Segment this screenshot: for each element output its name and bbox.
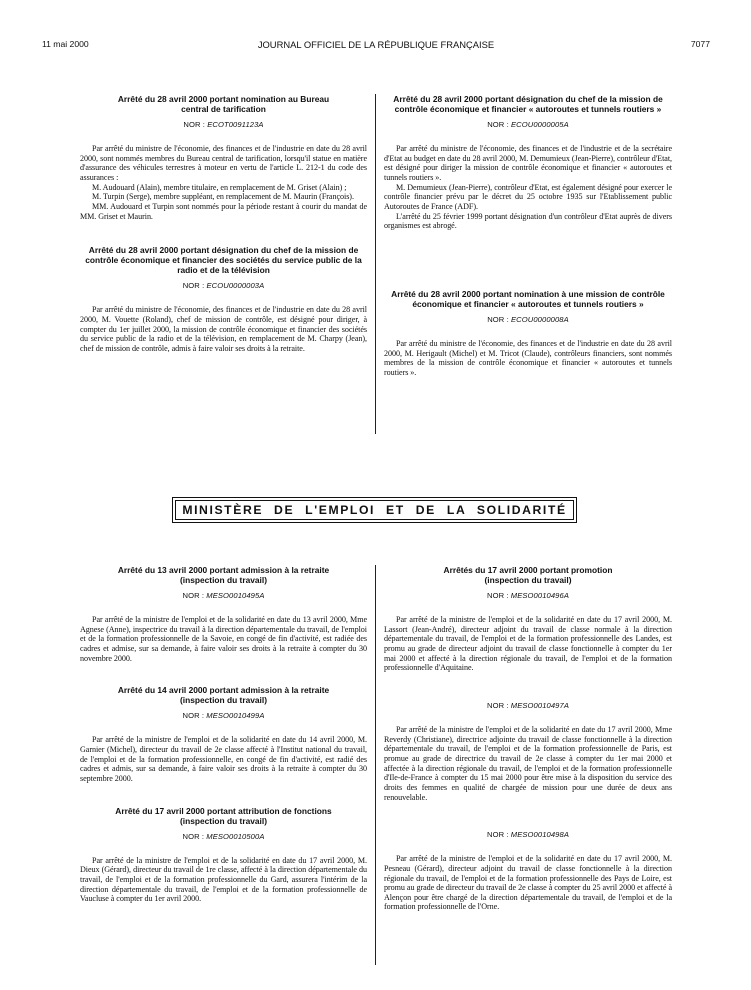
decree-title: Arrêté du 28 avril 2000 portant nomination au Bureau central de tarification [117,94,330,114]
spacer [384,802,672,830]
bottom-left-column [80,565,367,904]
decree-paragraph: M. Audouard (Alain), membre titulaire, en remplacement de M. Griset (Alain) ; [92,182,347,192]
nor-label: NOR : [487,314,512,324]
nor-reference [384,830,672,839]
nor-label: NOR : [182,591,207,600]
nor-code: ECOU0000003A [206,281,265,291]
decree-paragraph: MM. Audouard et Turpin sont nommés pour la période restant à courir du mandat de MM. Griset et Maurin. [80,201,367,221]
journal-title: JOURNAL OFFICIEL DE LA RÉPUBLIQUE FRANÇAISE [257,39,495,50]
decree-title: Arrêté du 17 avril 2000 portant attribution de fonctions (inspection du travail) [115,805,332,826]
decree-title: Arrêté du 14 avril 2000 portant admission à la retraite (inspection du travail) [117,685,330,706]
nor-code: MESO0010498A [510,830,569,840]
nor-code: ECOU0000008A [511,314,569,324]
nor-reference [80,711,367,720]
nor-label: NOR : [487,120,512,129]
nor-reference [384,591,672,600]
decree-paragraph: Par arrêté de la ministre de l'emploi et de la solidarité en date du 13 avril 2000, Mme Agnese (Anne), inspectrice du travail à la direction départementale du travail, de l'emploi et de la formation professionnelle de la Savoie, en congé de fin d'activité, est radiée des cadres et admise, sur sa demande, à faire valoir ses droits à la retraite à compter du 30 novembre 2000. [80,615,367,663]
nor-reference [80,591,367,600]
decree-article [80,245,367,353]
decree-title: Arrêtés du 17 avril 2000 portant promotion (inspection du travail) [443,565,613,585]
decree-article [80,565,367,663]
decree-paragraph: L'arrêté du 25 février 1999 portant désignation d'un contrôleur d'Etat auprès de divers organismes est abrogé. [384,211,672,231]
nor-label: NOR : [182,281,207,291]
nor-reference [80,832,367,841]
nor-label: NOR : [486,700,511,710]
decree-article [384,565,672,673]
page-number: 7077 [690,39,710,49]
nor-label: NOR : [182,831,207,841]
ministry-banner [172,497,577,523]
decree-title: Arrêté du 28 avril 2000 portant nomination à une mission de contrôle économique et financier « autoroutes et tunnels routiers » [391,288,665,309]
decree-paragraph: Par arrêté du ministre de l'économie, des finances et de l'industrie en date du 28 avril 2000, M. Vouette (Roland), chef de mission de contrôle, est désigné pour diriger, à compter du 1er juillet 2000, la mission de contrôle économique et financier des sociétés du service public de la radio et de la télévision, en remplacement de M. Charpy (Jean), chef de mission de contrôle, admis à faire valoir ses droits à la retraite. [80,305,367,353]
nor-reference [384,701,672,710]
decree-paragraph: Par arrêté de la ministre de l'emploi et de la solidarité en date du 14 avril 2000, M. Garnier (Michel), directeur du travail de 2e classe affecté à l'Institut national du travail, de l'emploi et de la formation professionnelle, en congé de fin d'activité, est radié des cadres et admis, sur sa demande, à faire valoir ses droits à la retraite à compter du 30 septembre 2000. [80,735,367,783]
nor-code: ECOT0091123A [207,120,264,129]
nor-label: NOR : [486,591,511,600]
spacer [80,221,367,245]
page-header [42,39,710,53]
nor-label: NOR : [183,120,208,129]
nor-label: NOR : [486,830,511,840]
decree-title: Arrêté du 28 avril 2000 portant désignation du chef de la mission de contrôle économique et financier des sociétés du service public de la radio et de la télévision [85,245,362,276]
nor-reference [80,120,367,129]
decree-article [384,289,672,378]
decree-paragraph: Par arrêté de la ministre de l'emploi et de la solidarité en date du 17 avril 2000, M. Lassort (Jean-André), directeur adjoint du travail de classe normale à la direction départementale du travail, de l'emploi et de la formation professionnelle des Landes, est promu au grade de directeur adjoint du travail de classe fonctionnelle à compter du 1er mai 2000 et affecté à la direction régionale du travail, de l'emploi et de la formation professionnelle d'Aquitaine. [384,615,672,673]
spacer [384,231,672,289]
decree-paragraph: Par arrêté de la ministre de l'emploi et de la solidarité en date du 17 avril 2000, Mme Reverdy (Christiane), directrice adjointe du travail de classe fonctionnelle à la direction départementale du travail, de l'emploi et de la formation professionnelle de Paris, est promue au grade de directrice du travail de 2e classe à compter du 1er mai 2000 et affectée à la direction régionale du travail, de l'emploi et de la formation professionnelle d'Ile-de-France à compter du 15 mai 2000 pour être mise à la disposition du service des droits des femmes en qualité de chargée de mission pour une durée de deux ans renouvelable. [384,724,672,802]
nor-reference [384,315,672,324]
decree-entry [384,701,672,802]
nor-code: MESO0010496A [510,591,569,600]
nor-reference [384,120,672,129]
spacer [384,673,672,701]
nor-label: NOR : [182,711,207,721]
nor-code: MESO0010497A [510,700,569,710]
decree-article [80,94,367,221]
decree-entry [384,830,672,912]
decree-title: Arrêté du 28 avril 2000 portant désignation du chef de la mission de contrôle économique et financier « autoroutes et tunnels routiers » [393,94,663,114]
nor-code: ECOU0000005A [511,120,569,129]
decree-article [80,685,367,783]
decree-paragraph: Par arrêté du ministre de l'économie, des finances et de l'industrie en date du 28 avril 2000, sont nommés membres du Bureau central de tarification, lorsqu'il statue en matière d'assurance des véhicules terrestres à moteur en vertu de l'article L. 212-1 du code des assurances : [80,144,367,182]
nor-reference [80,281,367,290]
column-divider-top [375,94,376,434]
top-left-column [80,94,367,354]
decree-paragraph: Par arrêté de la ministre de l'emploi et de la solidarité en date du 17 avril 2000, M. Pesneau (Gérard), directeur adjoint du travail de classe fonctionnelle à la direction régionale du travail, de l'emploi et de la formation professionnelle des Pays de Loire, est promu au grade de directeur du travail de 2e classe à compter du 25 avril 2000 et affecté à Alençon pour être chargé de la direction départementale du travail, de l'emploi et de la formation professionnelle de l'Orne. [384,854,672,912]
decree-paragraph: M. Turpin (Serge), membre suppléant, en remplacement de M. Maurin (François). [92,192,354,202]
decree-paragraph: Par arrêté du ministre de l'économie, des finances et de l'industrie et de la secrétaire d'Etat au budget en date du 28 avril 2000, M. Demumieux (Jean-Pierre), contrôleur d'Etat, est désigné pour diriger la mission de contrôle économique et financier « autoroutes et tunnels routiers ». [384,144,672,182]
nor-code: MESO0010500A [206,831,265,841]
decree-article [80,806,367,904]
issue-date: 11 mai 2000 [42,39,89,49]
spacer [80,663,367,685]
nor-code: MESO0010495A [206,591,265,600]
top-right-column [384,94,672,378]
ministry-banner-inner-border [175,500,574,520]
decree-paragraph: M. Demumieux (Jean-Pierre), contrôleur d'Etat, est également désigné pour exercer le contrôle financier prévu par le décret du 25 octobre 1935 sur l'Etablissement public Autoroutes de France (ADF). [384,182,672,211]
nor-code: MESO0010499A [206,711,265,721]
decree-paragraph: Par arrêté du ministre de l'économie, des finances et de l'industrie en date du 28 avril 2000, M. Herigault (Michel) et M. Tricot (Claude), contrôleurs financiers, sont nommés membres de la mission de contrôle économique et financier « autoroutes et tunnels routiers ». [384,338,672,377]
column-divider-bottom [375,565,376,965]
ministry-title: MINISTÈRE DE L'EMPLOI ET DE LA SOLIDARITÉ [182,503,567,517]
spacer [80,784,367,806]
decree-article [384,94,672,231]
decree-paragraph: Par arrêté de la ministre de l'emploi et de la solidarité en date du 17 avril 2000, M. Dieux (Gérard), directeur du travail de 1re classe, affecté à la direction départementale du travail, de l'emploi et de la formation professionnelle du Gard, assurera l'intérim de la direction départementale du travail, de l'emploi et de la formation professionnelle de Vaucluse à compter du 1er avril 2000. [80,855,367,904]
bottom-right-column [384,565,672,912]
decree-title: Arrêté du 13 avril 2000 portant admission à la retraite (inspection du travail) [117,565,330,585]
